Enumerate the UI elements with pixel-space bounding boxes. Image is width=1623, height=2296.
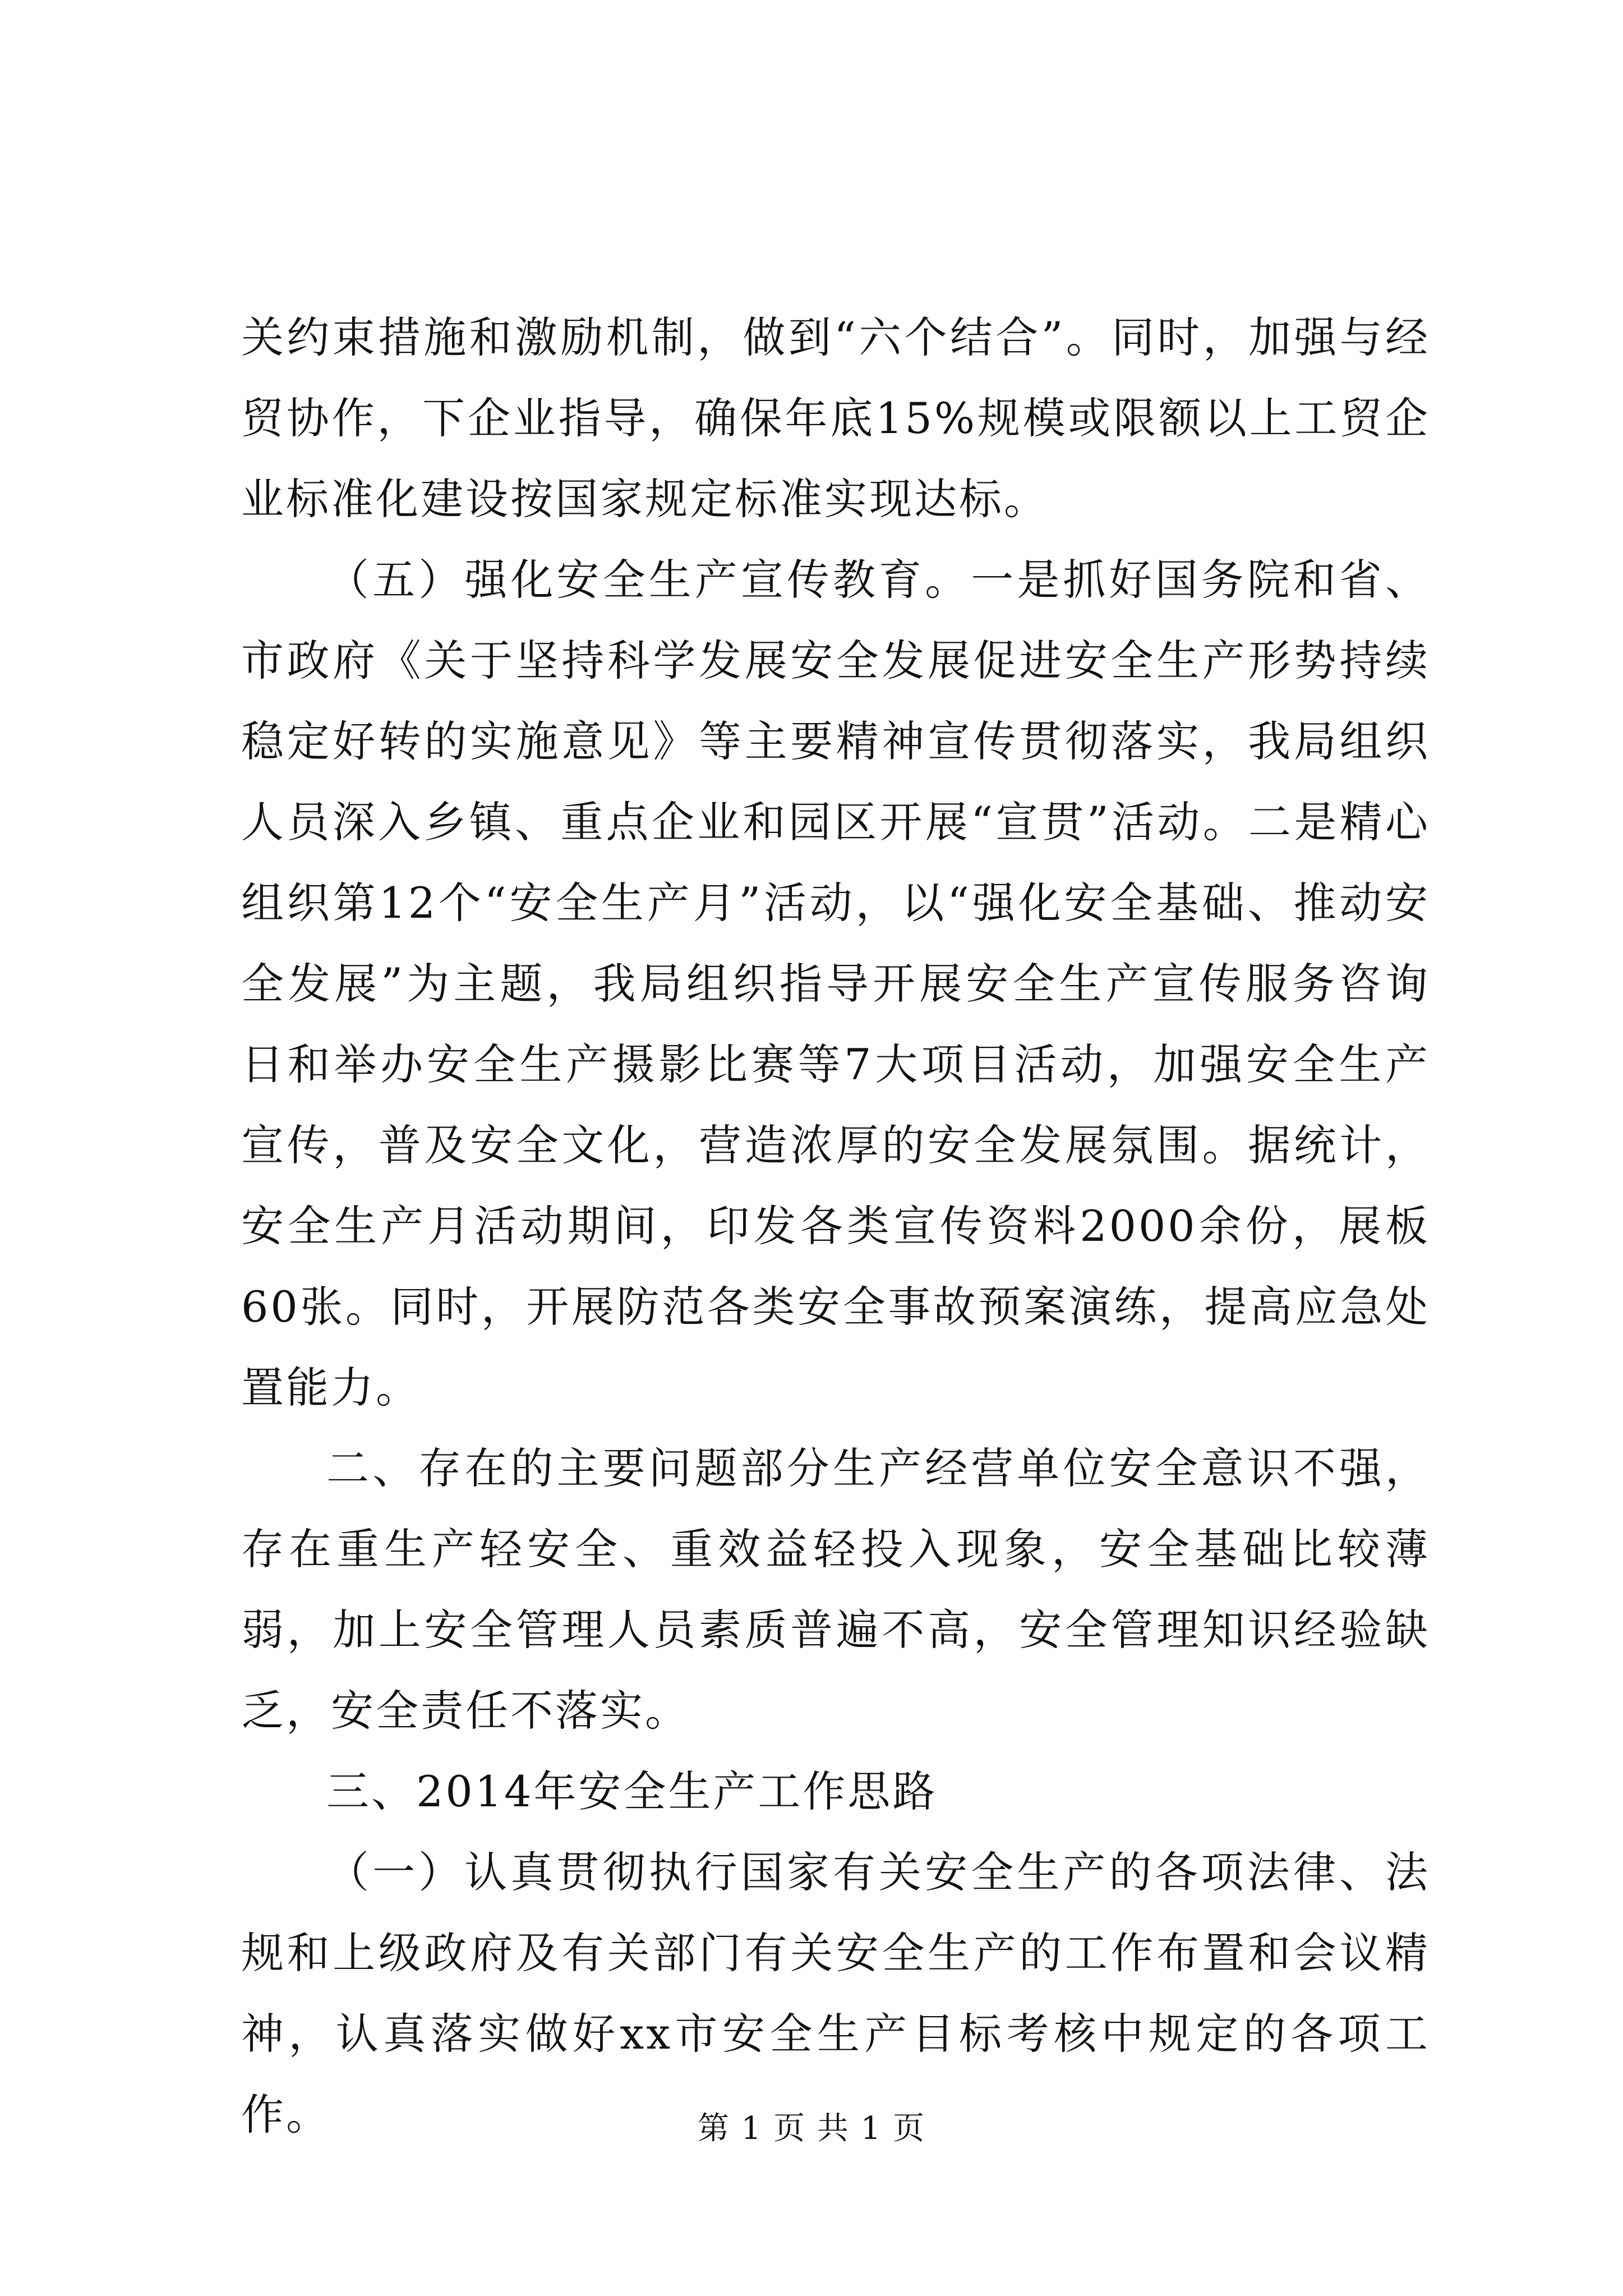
paragraph-continuation: 关约束措施和激励机制，做到“六个结合”。同时，加强与经贸协作，下企业指导，确保年底15%规模或限额以上工贸企业标准化建设按国家规定标准实现达标。 [241, 312, 1430, 524]
heading-2014-work-plan: 三、2014年安全生产工作思路 [326, 1766, 938, 1816]
paragraph-section-5-publicity: （五）强化安全生产宣传教育。一是抓好国务院和省、市政府《关于坚持科学发展安全发展促进安全生产形势持续稳定好转的实施意见》等主要精神宣传贯彻落实，我局组织人员深入乡镇、重点企业和园区开展“宣贯”活动。二是精心组织第12个“安全生产月”活动，以“强化安全基础、推动安全发展”为主题，我局组织指导开展安全生产宣传服务咨询日和举办安全生产摄影比赛等7大项目活动，加强安全生产宣传，普及安全文化，营造浓厚的安全发展氛围。据统计，安全生产月活动期间，印发各类宣传资料2000余份，展板60张。同时，开展防范各类安全事故预案演练，提高应急处置能力。 [241, 555, 1430, 1412]
paragraph-item-1: （一）认真贯彻执行国家有关安全生产的各项法律、法规和上级政府及有关部门有关安全生产的工作布置和会议精神，认真落实做好xx市安全生产目标考核中规定的各项工作。 [241, 1847, 1430, 2139]
page-footer: 第 1 页 共 1 页 [697, 2110, 926, 2147]
document-body [241, 297, 1430, 2155]
paragraph-main-problems: 二、存在的主要问题部分生产经营单位安全意识不强，存在重生产轻安全、重效益轻投入现象，安全基础比较薄弱，加上安全管理人员素质普遍不高，安全管理知识经验缺乏，安全责任不落实。 [241, 1443, 1430, 1736]
